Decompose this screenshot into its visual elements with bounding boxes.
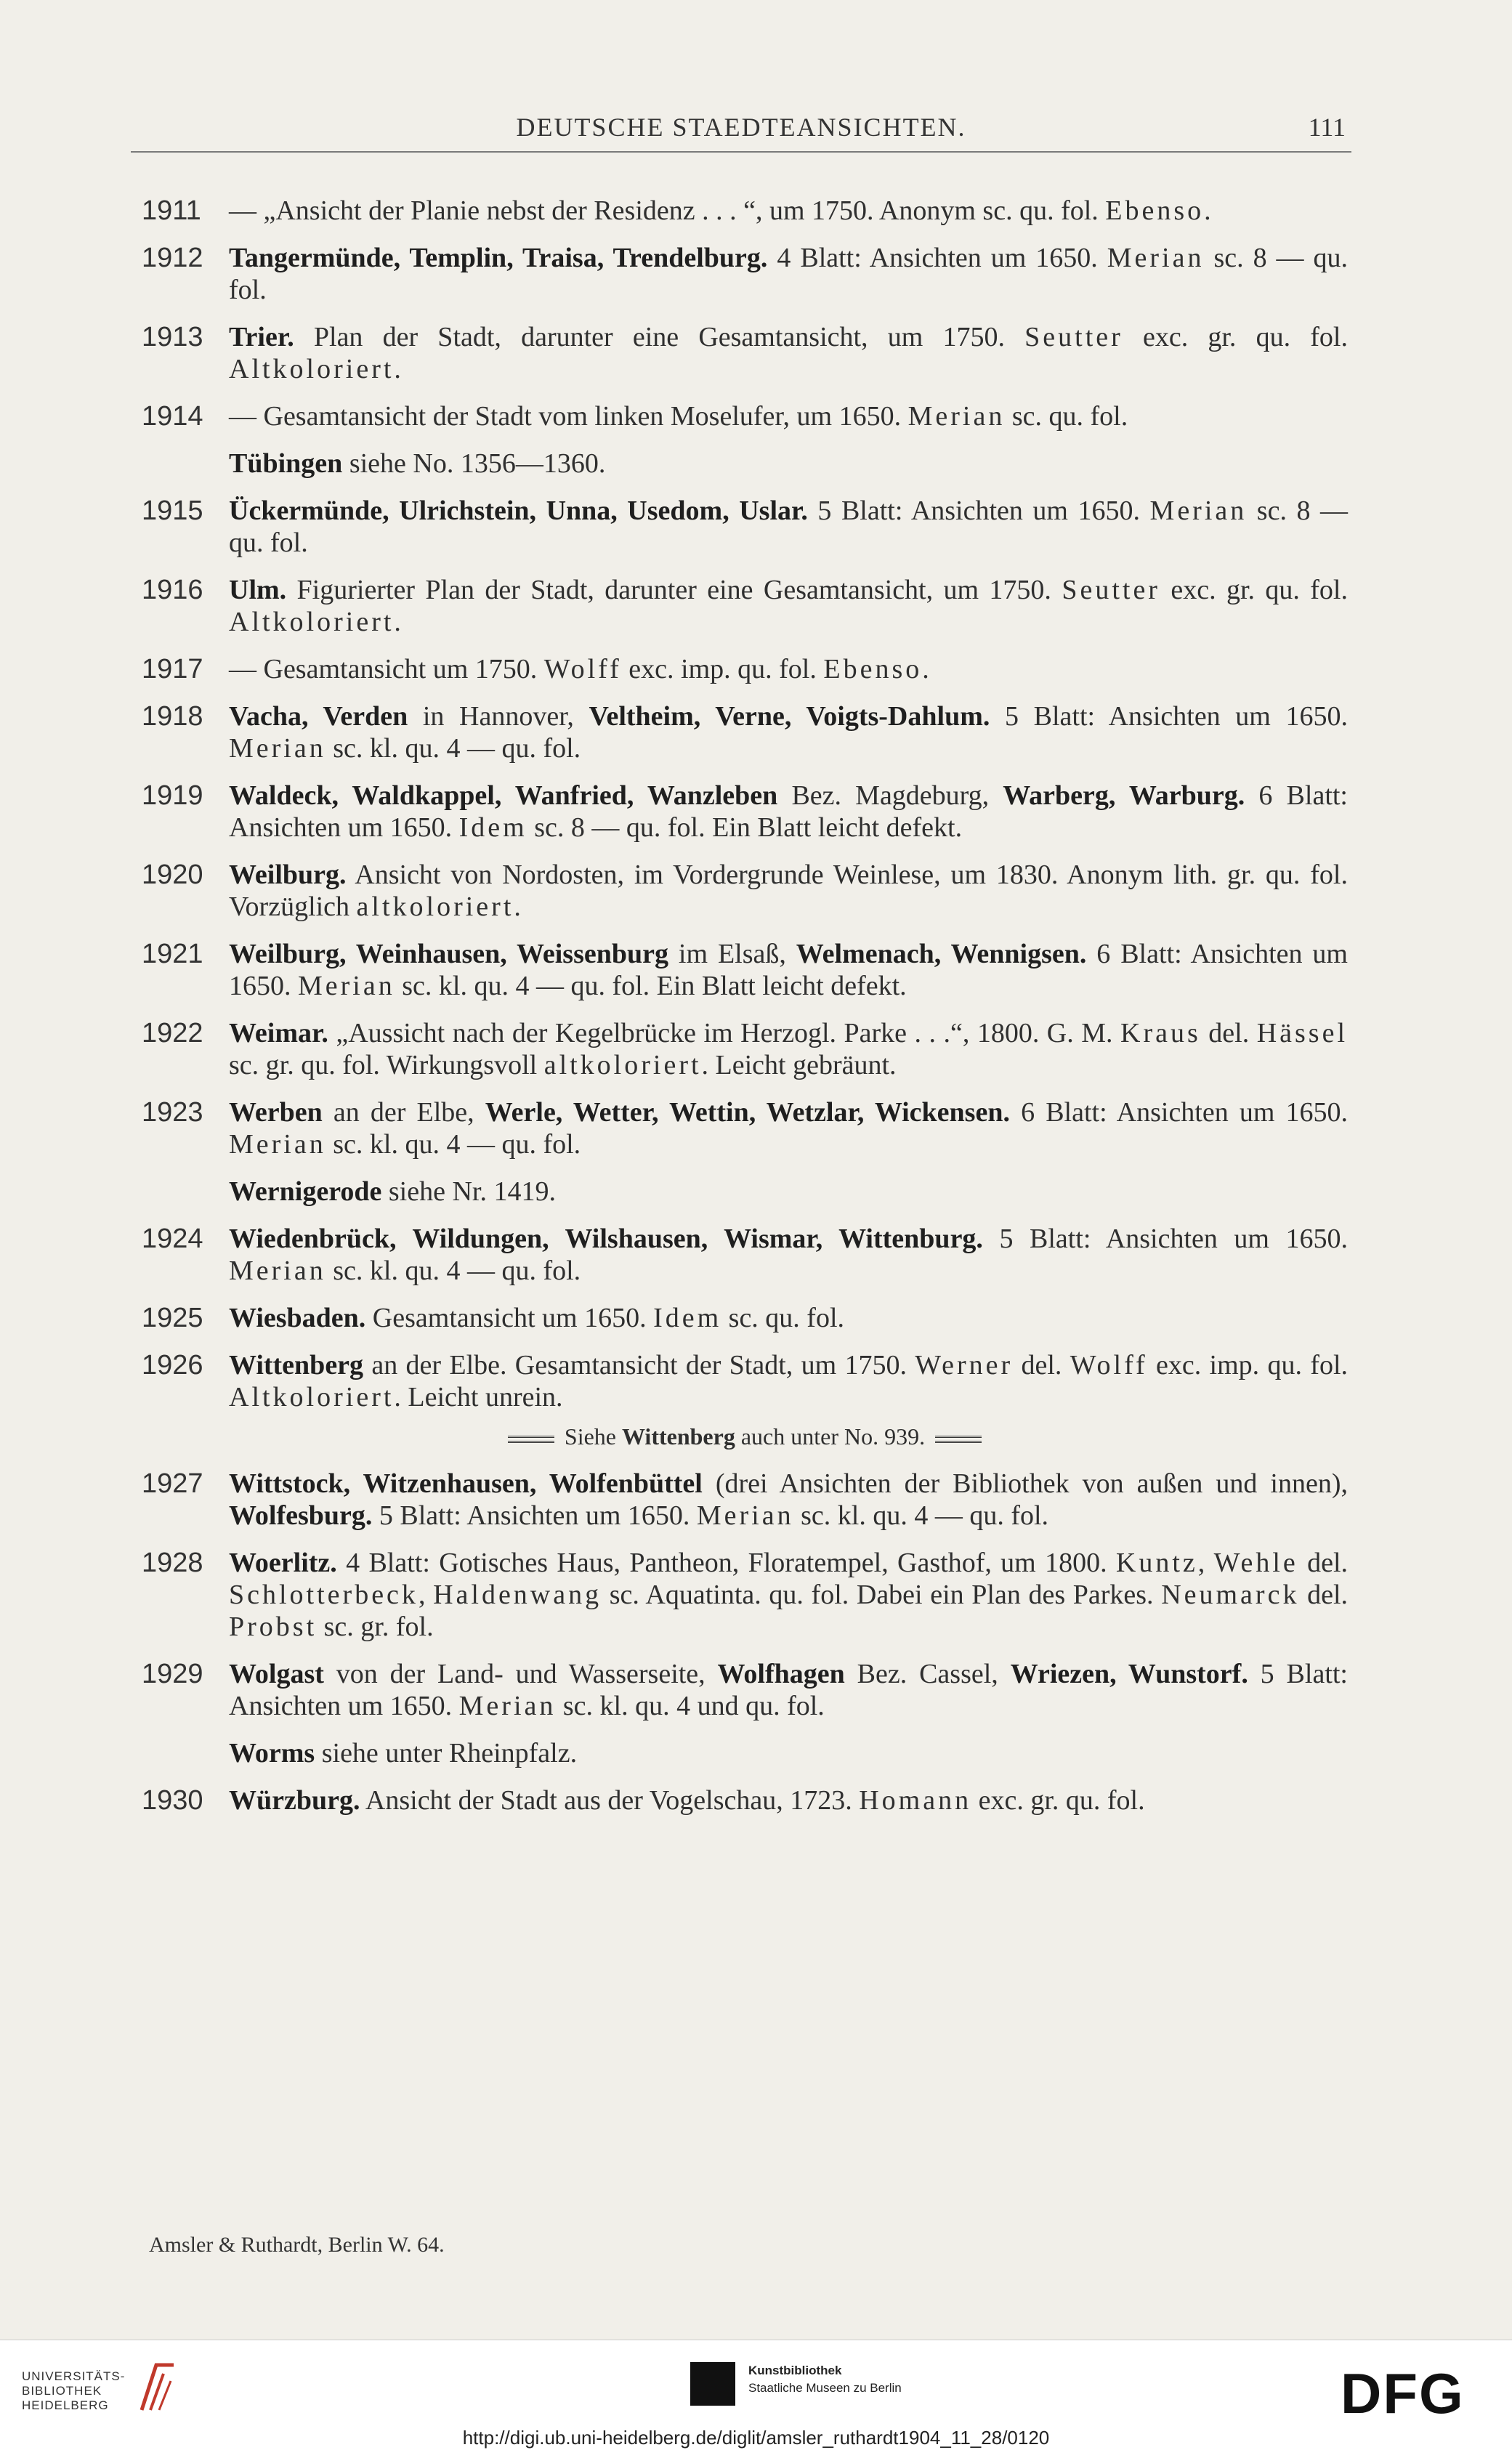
entry-number: 1912 [142,243,203,273]
catalog-entry [142,400,1348,432]
catalog-entry [142,938,1348,1002]
university-logo-icon [134,2359,181,2417]
catalog-entry [142,1017,1348,1081]
entry-number: 1928 [142,1548,203,1578]
entry-number: 1915 [142,496,203,526]
entry-number: 1913 [142,322,203,352]
entry-text: Wiedenbrück, Wildungen, Wilshausen, Wismar, Wittenburg. 5 Blatt: Ansichten um 1650. Merian sc. kl. qu. 4 — qu. fol. [229,1224,1348,1286]
entry-text: Wittenberg an der Elbe. Gesamtansicht der Stadt, um 1750. Werner del. Wolff exc. imp. qu. fol. Altkoloriert. Leicht unrein. [229,1350,1348,1412]
dfg-logo: DFG [1341,2361,1465,2425]
entry-text: Waldeck, Waldkappel, Wanfried, Wanzleben Bez. Magdeburg, Warberg, Warburg. 6 Blatt: Ansichten um 1650. Idem sc. 8 — qu. fol. Ein Blatt leicht defekt. [229,780,1348,843]
catalog-entries [142,195,1348,1832]
entry-number: 1924 [142,1224,203,1254]
source-url[interactable]: http://digi.ub.uni-heidelberg.de/diglit/amsler_ruthardt1904_11_28/0120 [462,2427,1050,2449]
publisher-imprint: Amsler & Ruthardt, Berlin W. 64. [149,2233,445,2257]
entry-number: 1914 [142,401,203,432]
entry-text: Wiesbaden. Gesamtansicht um 1650. Idem sc. qu. fol. [229,1303,845,1333]
entry-number: 1930 [142,1785,203,1816]
entry-text: Tangermünde, Templin, Traisa, Trendelburg. 4 Blatt: Ansichten um 1650. Merian sc. 8 — qu. fol. [229,243,1349,305]
entry-number: 1929 [142,1659,203,1689]
entry-text: Vacha, Verden in Hannover, Veltheim, Verne, Voigts-Dahlum. 5 Blatt: Ansichten um 1650. Merian sc. kl. qu. 4 — qu. fol. [229,701,1349,764]
entry-number: 1919 [142,780,203,811]
entry-text: Trier. Plan der Stadt, darunter eine Gesamtansicht, um 1750. Seutter exc. gr. qu. fol. Altkoloriert. [229,322,1348,384]
running-header [131,108,1351,153]
catalog-entry [142,1658,1348,1722]
cross-reference: Worms siehe unter Rheinpfalz. [229,1738,578,1768]
catalog-entry [142,1223,1348,1287]
catalog-entry [142,859,1348,923]
entry-text: Ückermünde, Ulrichstein, Unna, Usedom, Uslar. 5 Blatt: Ansichten um 1650. Merian sc. 8 — qu. fol. [229,496,1348,558]
catalog-entry [142,1547,1348,1643]
entry-text: — „Ansicht der Planie nebst der Residenz . . . “, um 1750. Anonym sc. qu. fol. Ebenso. [229,195,1211,226]
university-library-label: UNIVERSITÄTS- BIBLIOTHEK HEIDELBERG [22,2369,126,2412]
digitization-footer [0,2340,1512,2424]
kunstbibliothek-label: Kunstbibliothek Staatliche Museen zu Berlin [748,2364,902,2395]
entry-number: 1925 [142,1303,203,1333]
double-rule [508,1436,554,1443]
cross-reference: Wernigerode siehe Nr. 1419. [229,1176,556,1207]
page-title: DEUTSCHE STAEDTEANSICHTEN. [516,113,966,142]
entry-text: Ulm. Figurierter Plan der Stadt, darunter eine Gesamtansicht, um 1750. Seutter exc. gr. qu. fol. Altkoloriert. [229,575,1348,637]
entry-number: 1911 [142,195,201,226]
catalog-entry [142,653,1348,685]
entry-text: Weimar. „Aussicht nach der Kegelbrücke im Herzogl. Parke . . .“, 1800. G. M. Kraus del. Hässel sc. gr. qu. fol. Wirkungsvoll altkoloriert. Leicht gebräunt. [229,1018,1348,1080]
entry-text: Werben an der Elbe, Werle, Wetter, Wettin, Wetzlar, Wickensen. 6 Blatt: Ansichten um 1650. Merian sc. kl. qu. 4 — qu. fol. [229,1097,1349,1160]
catalog-entry [142,1096,1348,1160]
see-also-note: Siehe Wittenberg auch unter No. 939. [142,1423,1348,1450]
cross-reference: Tübingen siehe No. 1356—1360. [229,448,606,479]
page-number: 111 [1308,113,1346,142]
entry-number: 1923 [142,1097,203,1128]
entry-number: 1918 [142,701,203,732]
catalog-entry [142,574,1348,638]
entry-number: 1916 [142,575,203,605]
catalog-entry [142,780,1348,844]
catalog-entry [142,242,1348,306]
catalog-entry [142,195,1348,227]
catalog-entry [142,1784,1348,1816]
catalog-entry [142,1468,1348,1532]
entry-text: Wolgast von der Land- und Wasserseite, Wolfhagen Bez. Cassel, Wriezen, Wunstorf. 5 Blatt: Ansichten um 1650. Merian sc. kl. qu. 4 und qu. fol. [229,1659,1348,1721]
entry-number: 1926 [142,1350,203,1380]
entry-number: 1917 [142,654,203,684]
double-rule [935,1436,982,1443]
entry-number: 1920 [142,860,203,890]
entry-text: — Gesamtansicht um 1750. Wolff exc. imp. qu. fol. Ebenso. [229,654,929,684]
entry-number: 1921 [142,939,203,969]
entry-text: Würzburg. Ansicht der Stadt aus der Vogelschau, 1723. Homann exc. gr. qu. fol. [229,1785,1145,1816]
kunstbibliothek-logo-icon [690,2362,735,2406]
entry-number: 1922 [142,1018,203,1048]
entry-number: 1927 [142,1468,203,1499]
catalog-entry [142,495,1348,559]
catalog-entry [142,700,1348,764]
entry-text: — Gesamtansicht der Stadt vom linken Moselufer, um 1650. Merian sc. qu. fol. [229,401,1128,432]
entry-text: Weilburg. Ansicht von Nordosten, im Vordergrunde Weinlese, um 1830. Anonym lith. gr. qu. fol. Vorzüglich altkoloriert. [229,860,1348,922]
catalog-entry [142,1349,1348,1413]
catalog-entry [142,321,1348,385]
entry-text: Weilburg, Weinhausen, Weissenburg im Elsaß, Welmenach, Wennigsen. 6 Blatt: Ansichten um 1650. Merian sc. kl. qu. 4 — qu. fol. Ein Blatt leicht defekt. [229,939,1348,1001]
catalog-entry [142,1302,1348,1334]
entry-text: Woerlitz. 4 Blatt: Gotisches Haus, Pantheon, Floratempel, Gasthof, um 1800. Kuntz, Wehle del. Schlotterbeck, Haldenwang sc. Aquatinta. qu. fol. Dabei ein Plan des Parkes. Neumarck del. Probst sc. gr. fol. [229,1548,1349,1642]
entry-text: Wittstock, Witzenhausen, Wolfenbüttel (drei Ansichten der Bibliothek von außen und innen), Wolfesburg. 5 Blatt: Ansichten um 1650. Merian sc. kl. qu. 4 — qu. fol. [229,1468,1348,1531]
